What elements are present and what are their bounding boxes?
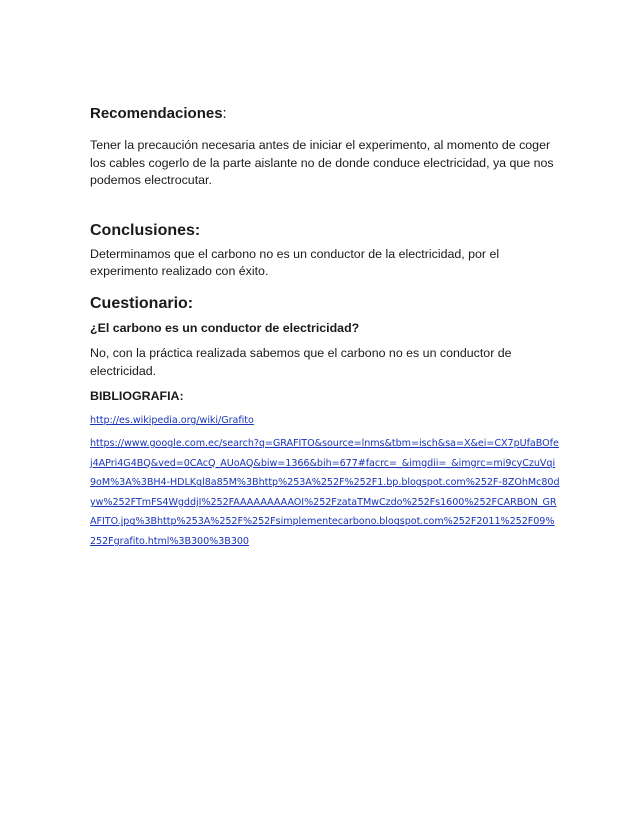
bibliografia-heading: BIBLIOGRAFIA: <box>90 389 184 403</box>
recomendaciones-heading-colon: : <box>222 105 227 122</box>
cuestionario-answer: No, con la práctica realizada sabemos que el carbono no es un conductor de electricidad. <box>90 346 512 378</box>
recomendaciones-heading-text: Recomendaciones <box>90 105 223 122</box>
bibliography-link-google[interactable] <box>90 434 560 552</box>
bibliography-link-google-anchor[interactable]: https://www.google.com.ec/search?q=GRAFITO&source=lnms&tbm=isch&sa=X&ei=CX7pUfaBOfej4APri4G4BQ&ved=0CAcQ_AUoAQ&biw=1366&bih=677#facrc=_&imgdii=_&imgrc=mi9cyCzuVqi9oM%3A%3BH4-HDLKgl8a85M%3Bhttp%253A%252F%252F1.bp.blogspot.com%252F-8ZOhMc80dyw%252FTmFS4WgddjI%252FAAAAAAAAAOI%252FzataTMwCzdo%252Fs1600%252FCARBON_GRAFITO.jpg%3Bhttp%253A%252F%252Fsimplementecarbono.blogspot.com%252F2011%252F09%252Fgrafito.html%3B300%3B300 <box>90 438 560 548</box>
recomendaciones-heading <box>90 104 560 124</box>
cuestionario-heading: Cuestionario: <box>90 294 194 312</box>
bibliography-link-wikipedia[interactable] <box>90 411 560 431</box>
conclusiones-body: Determinamos que el carbono no es un conductor de la electricidad, por el experimento realizado con éxito. <box>90 246 500 278</box>
cuestionario-question: ¿El carbono es un conductor de electricidad? <box>90 320 360 335</box>
page-content <box>90 104 560 552</box>
recomendaciones-body: Tener la precaución necesaria antes de iniciar el experimento, al momento de coger los cables cogerlo de la parte aislante no de donde conduce electricidad, ya que nos podemos electrocutar. <box>90 138 554 187</box>
bibliography-link-wikipedia-anchor[interactable]: http://es.wikipedia.org/wiki/Grafito <box>90 414 254 426</box>
conclusiones-heading: Conclusiones: <box>90 221 201 239</box>
